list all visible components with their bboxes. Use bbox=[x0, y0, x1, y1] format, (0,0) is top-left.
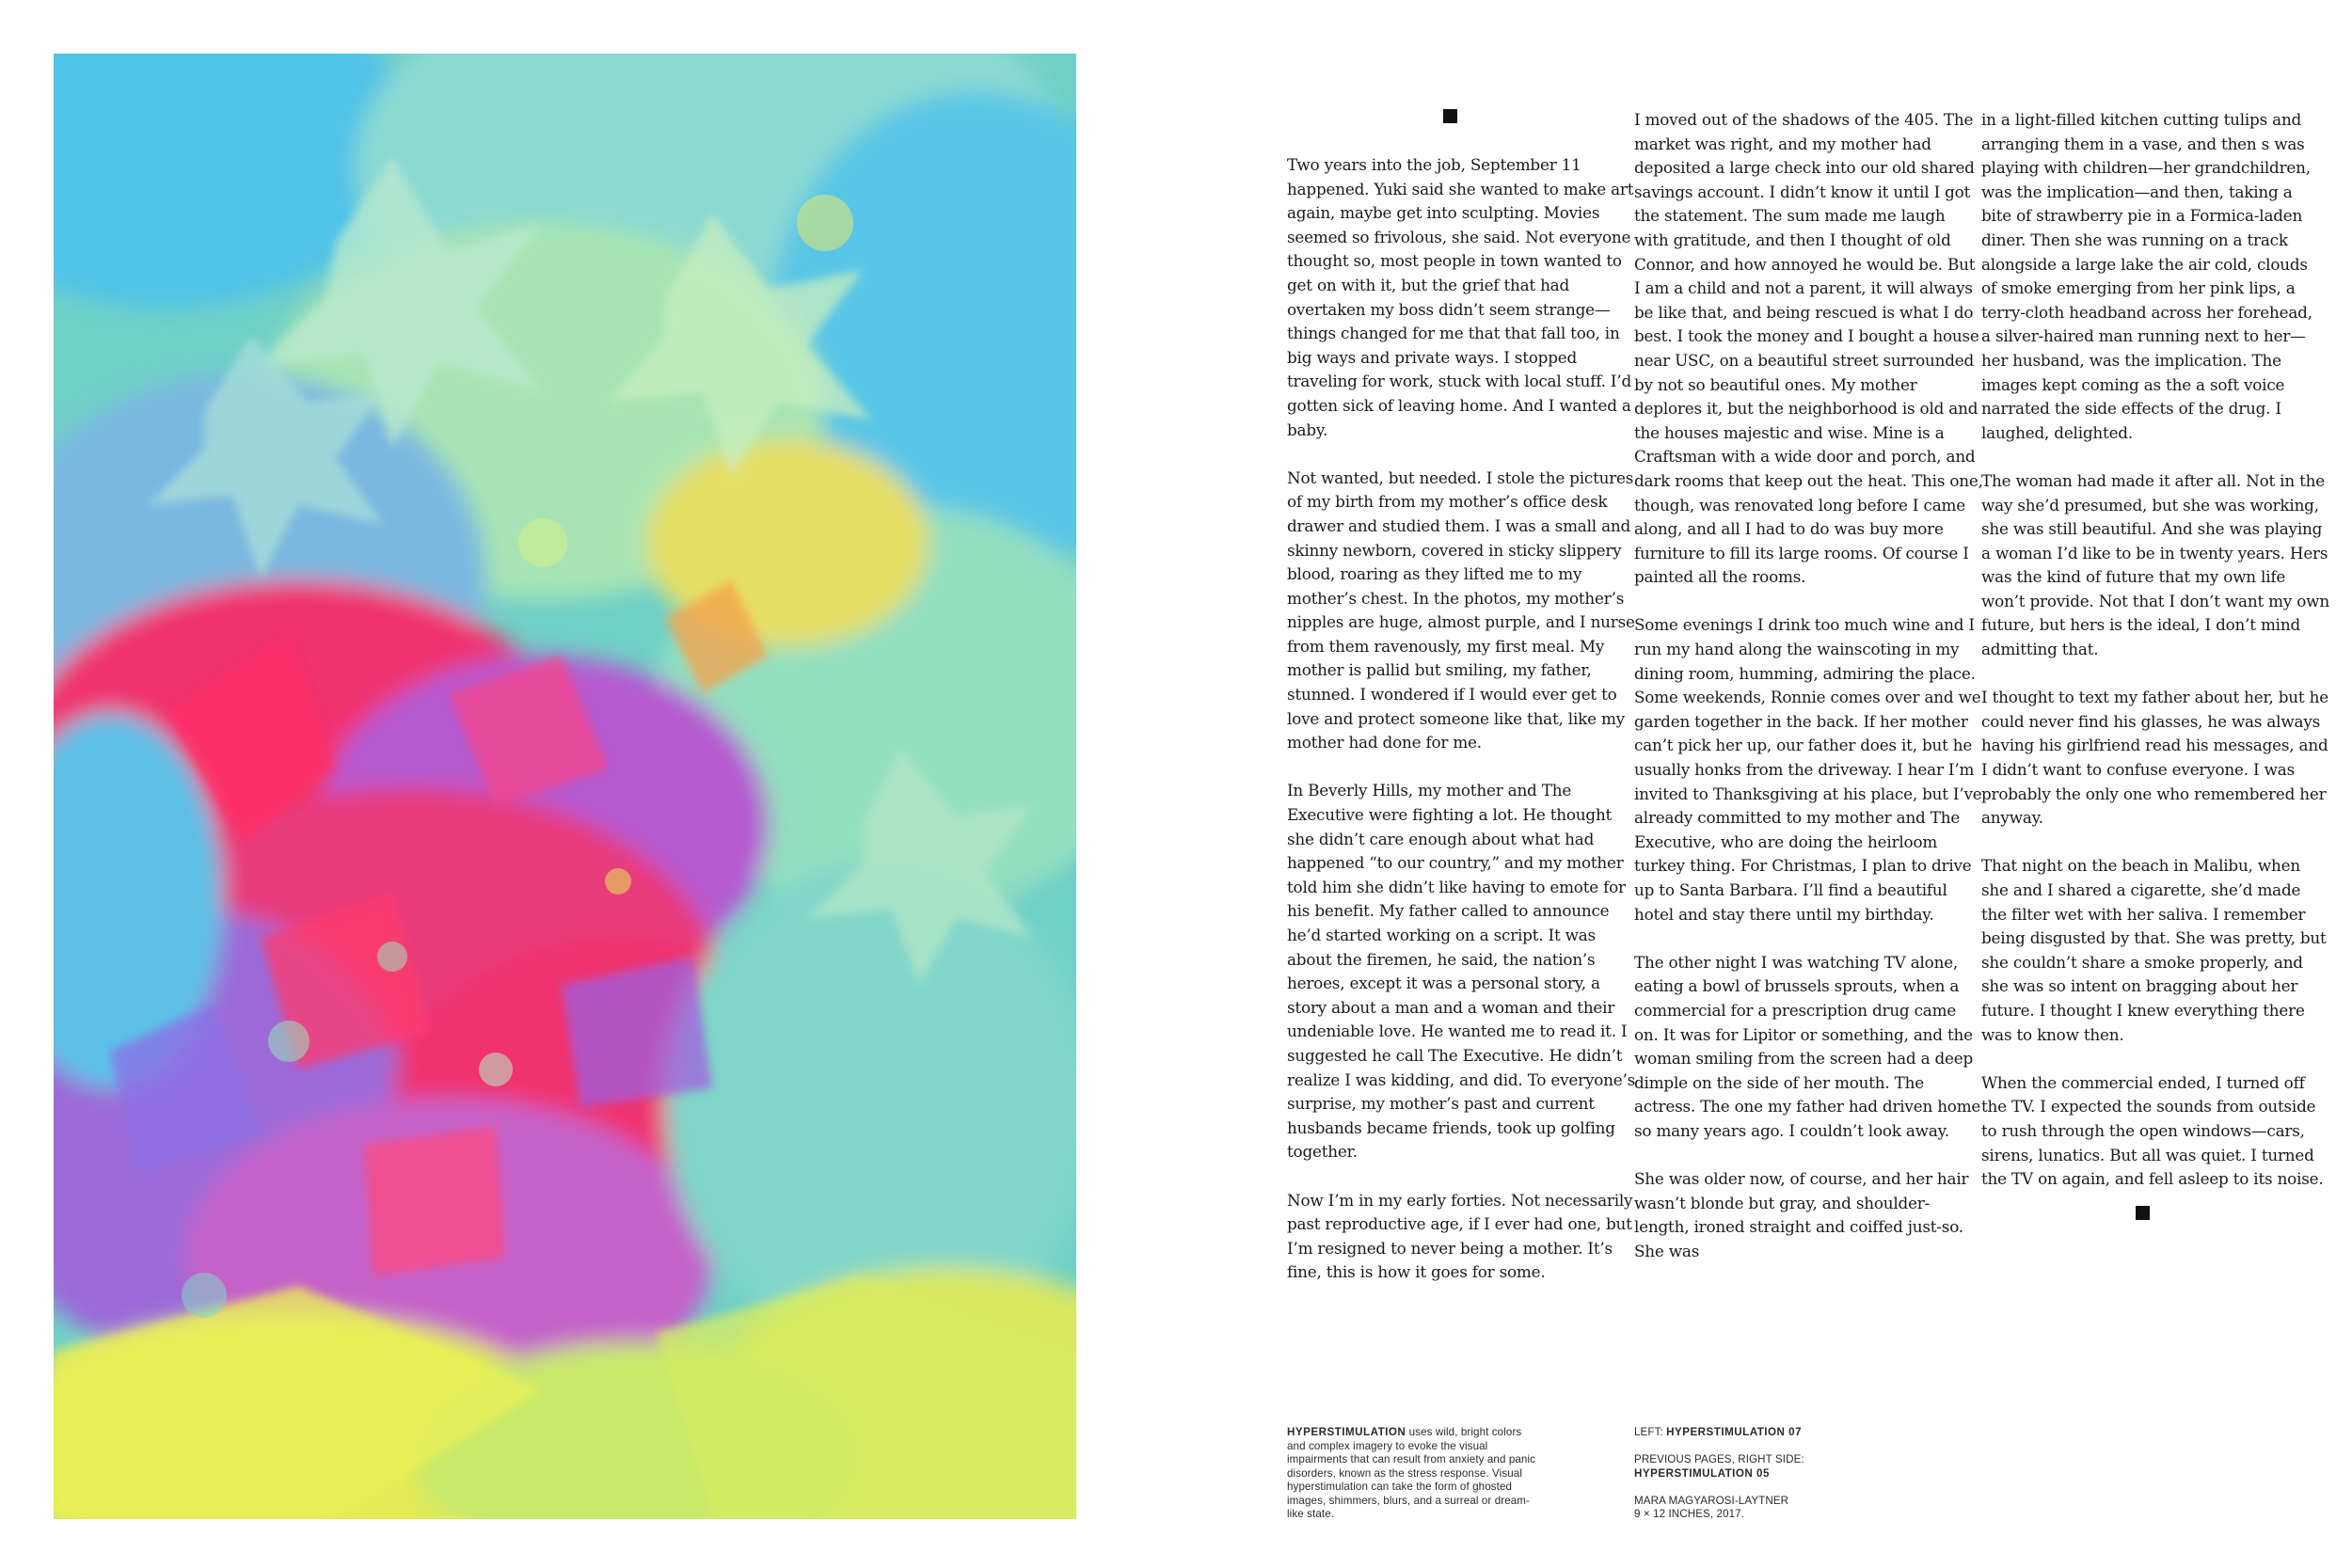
caption-left-credit bbox=[1634, 1426, 1860, 1440]
paragraph: I moved out of the shadows of the 405. The market was right, and my mother had deposited a large check into our old shared savings account. I didn’t know it until I got the statement. The sum made me laugh with gratitude, and then I thought of old Connor, and how annoyed he would be. But I am a child and not a parent, it will always be like that, and being rescued is what I do best. I took the money and I bought a house near USC, on a beautiful street surrounded by not so beautiful ones. My mother deplores it, but the neighborhood is old and the houses majestic and wise. Mine is a Craftsman with a wide door and porch, and dark rooms that keep out the heat. This one, though, was renovated long before I came along, and all I had to do was buy more furniture to fill its large rooms. Of course I painted all the rooms. bbox=[1634, 110, 1983, 587]
article-column-3 bbox=[1981, 108, 2329, 1215]
artwork-details: 9 × 12 INCHES, 2017. bbox=[1634, 1508, 1745, 1520]
paragraph: When the commercial ended, I turned off the TV. I expected the sounds from outside to rush through the open windows—cars, sirens, lunatics. But all was quiet. I turned the TV on again, and fell asleep to its noise. bbox=[1981, 1072, 2324, 1189]
section-start-mark bbox=[1443, 109, 1457, 123]
hyperstimulation-artwork bbox=[54, 54, 1076, 1519]
caption-artwork-title: HYPERSTIMULATION 05 bbox=[1634, 1466, 1770, 1480]
paragraph: She was older now, of course, and her hair wasn’t blonde but gray, and shoulder-length, ironed straight and coiffed just-so. She was bbox=[1634, 1169, 1969, 1260]
article-column-2 bbox=[1634, 108, 1984, 1288]
caption-artwork-title: HYPERSTIMULATION 07 bbox=[1666, 1426, 1803, 1438]
artwork-credit-caption bbox=[1634, 1426, 1860, 1535]
paragraph: The woman had made it after all. Not in the way she’d presumed, but she was working, she was still beautiful. And she was playing a woman I’d like to be in twenty years. Hers was the kind of future that my own life won’t provide. Not that I don’t want my own future, but hers is the ideal, I don’t mind admitting that. bbox=[1981, 470, 2329, 659]
caption-body: uses wild, bright colors and complex imagery to evoke the visual impairments that can result from anxiety and panic disorders, known as the stress response. Visual hyperstimulation can take the form of ghosted images, shimmers, blurs, and a surreal or dream-like state. bbox=[1287, 1426, 1536, 1520]
article-column-1 bbox=[1287, 153, 1637, 1309]
artwork-canvas bbox=[54, 54, 1076, 1519]
artwork-description-caption bbox=[1287, 1426, 1541, 1522]
paragraph: Two years into the job, September 11 happened. Yuki said she wanted to make art again, maybe get into sculpting. Movies seemed so frivolous, she said. Not everyone thought so, most people in town wanted to get on with it, but the grief that had overtaken my boss didn’t seem strange—things changed for me that that fall too, in big ways and private ways. I stopped traveling for work, stuck with local stuff. I’d gotten sick of leaving home. And I wanted a baby. bbox=[1287, 155, 1634, 439]
paragraph: Now I’m in my early forties. Not necessarily past reproductive age, if I ever had one, but I’m resigned to never being a mother. It’s fine, this is how it goes for some. bbox=[1287, 1190, 1633, 1282]
paragraph: The other night I was watching TV alone, eating a bowl of brussels sprouts, when a commercial for a prescription drug came on. It was for Lipitor or something, and the woman smiling from the screen had a deep dimple on the side of her mouth. The actress. The one my father had driven home so many years ago. I couldn’t look away. bbox=[1634, 952, 1981, 1140]
caption-prefix: LEFT: bbox=[1634, 1426, 1667, 1438]
paragraph: I thought to text my father about her, but he could never find his glasses, he was always having his girlfriend read his messages, and I didn’t want to confuse everyone. I was probably the only one who remembered her anyway. bbox=[1981, 688, 2328, 828]
paragraph: Some evenings I drink too much wine and I run my hand along the wainscoting in my dining room, humming, admiring the place. Some weekends, Ronnie comes over and we garden together in the back. If her mother can’t pick her up, our father does it, but he usually honks from the driveway. I hear I’m invited to Thanksgiving at his place, but I’ve already committed to my mother and The Executive, who are doing the heirloom turkey thing. For Christmas, I plan to drive up to Santa Barbara. I’ll find a beautiful hotel and stay there until my birthday. bbox=[1634, 615, 1982, 924]
caption-title: HYPERSTIMULATION bbox=[1287, 1426, 1406, 1438]
caption-previous-credit bbox=[1634, 1453, 1860, 1481]
story-end-mark bbox=[2136, 1206, 2150, 1220]
paragraph: in a light-filled kitchen cutting tulips and arranging them in a vase, and then s was playing with children—her grandchildren, was the implication—and then, taking a bite of strawberry pie in a Formica-laden diner. Then she was running on a track alongside a large lake the air cold, clouds of smoke emerging from her pink lips, a terry-cloth headband across her forehead, a silver-haired man running next to her—her husband, was the implication. The images kept coming as the a soft voice narrated the side effects of the drug. I laughed, delighted. bbox=[1981, 110, 2312, 442]
caption-artist-credit bbox=[1634, 1495, 1860, 1522]
caption-prefix: PREVIOUS PAGES, RIGHT SIDE: bbox=[1634, 1453, 1804, 1465]
paragraph: That night on the beach in Malibu, when she and I shared a cigarette, she’d made the filter wet with her saliva. I remember being disgusted by that. She was pretty, but she couldn’t share a smoke properly, and she was so intent on bragging about her future. I thought I knew everything there was to know then. bbox=[1981, 856, 2327, 1044]
paragraph: In Beverly Hills, my mother and The Executive were fighting a lot. He thought she didn’t care enough about what had happened “to our country,” and my mother told him she didn’t like having to emote for his benefit. My father called to announce he’d started working on a script. It was about the firemen, he said, the nation’s heroes, except it was a personal story, a story about a man and a woman and their undeniable love. He wanted me to read it. I suggested he call The Executive. He didn’t realize I was kidding, and did. To everyone’s surprise, my mother’s past and current husbands became friends, took up golfing together. bbox=[1287, 781, 1636, 1162]
paragraph: Not wanted, but needed. I stole the pictures of my birth from my mother’s office desk drawer and studied them. I was a small and skinny newborn, covered in sticky slippery blood, roaring as they lifted me to my mother’s chest. In the photos, my mother’s nipples are huge, almost purple, and I nurse from them ravenously, my first meal. My mother is pallid but smiling, my father, stunned. I wondered if I would ever get to love and protect someone like that, like my mother had done for me. bbox=[1287, 467, 1635, 752]
artist-name: MARA MAGYAROSI-LAYTNER bbox=[1634, 1494, 1789, 1507]
